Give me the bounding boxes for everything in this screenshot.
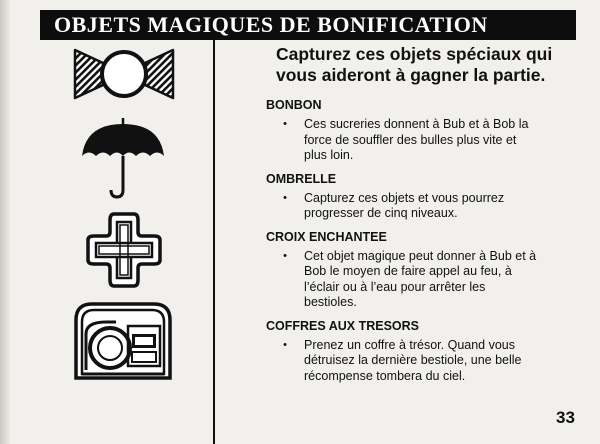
page-title: OBJETS MAGIQUES DE BONIFICATION: [54, 12, 488, 37]
treasure-chest-icon: [72, 300, 174, 382]
list-item: [266, 117, 576, 164]
page-binding-edge: [0, 0, 10, 444]
list-item: [266, 249, 576, 311]
umbrella-icon: [78, 116, 168, 200]
candy-icon: [72, 46, 176, 102]
section-text: Cet objet magique peut donner à Bub et à Bob le moyen de faire appel au feu, à l’éclair ou à l’eau pour arrêter les bestioles.: [304, 248, 537, 309]
section-text: Ces sucreries donnent à Bub et à Bob la force de souffler des bulles plus vite et plus loin.: [304, 117, 529, 162]
section-text: Capturez ces objets et vous pourrez progresser de cinq niveaux.: [304, 190, 505, 220]
bullet-icon: •: [283, 338, 287, 351]
section-text: Prenez un coffre à trésor. Quand vous détruisez la dernière bestiole, une belle récompense tombera du ciel.: [304, 337, 522, 383]
title-bar: [40, 10, 576, 40]
section-coffres-aux-tresors: [266, 319, 576, 385]
list-item: [266, 338, 576, 385]
bullet-icon: •: [283, 118, 287, 130]
list-item: [266, 191, 576, 222]
intro-text: Capturez ces objets spéciaux qui vous aideront à gagner la partie.: [276, 44, 553, 85]
section-croix-enchantee: [266, 230, 576, 311]
section-ombrelle: [266, 172, 576, 222]
bullet-icon: •: [283, 249, 287, 262]
section-heading: OMBRELLE: [266, 171, 337, 186]
section-heading: CROIX ENCHANTEE: [266, 229, 387, 244]
column-divider: [213, 40, 215, 444]
enchanted-cross-icon: [84, 210, 164, 290]
description-column: [266, 44, 576, 392]
section-heading: BONBON: [266, 98, 322, 112]
bullet-icon: •: [283, 191, 287, 204]
section-heading: COFFRES AUX TRESORS: [266, 318, 420, 333]
section-bonbon: [266, 98, 576, 164]
page-number: 33: [556, 408, 575, 427]
